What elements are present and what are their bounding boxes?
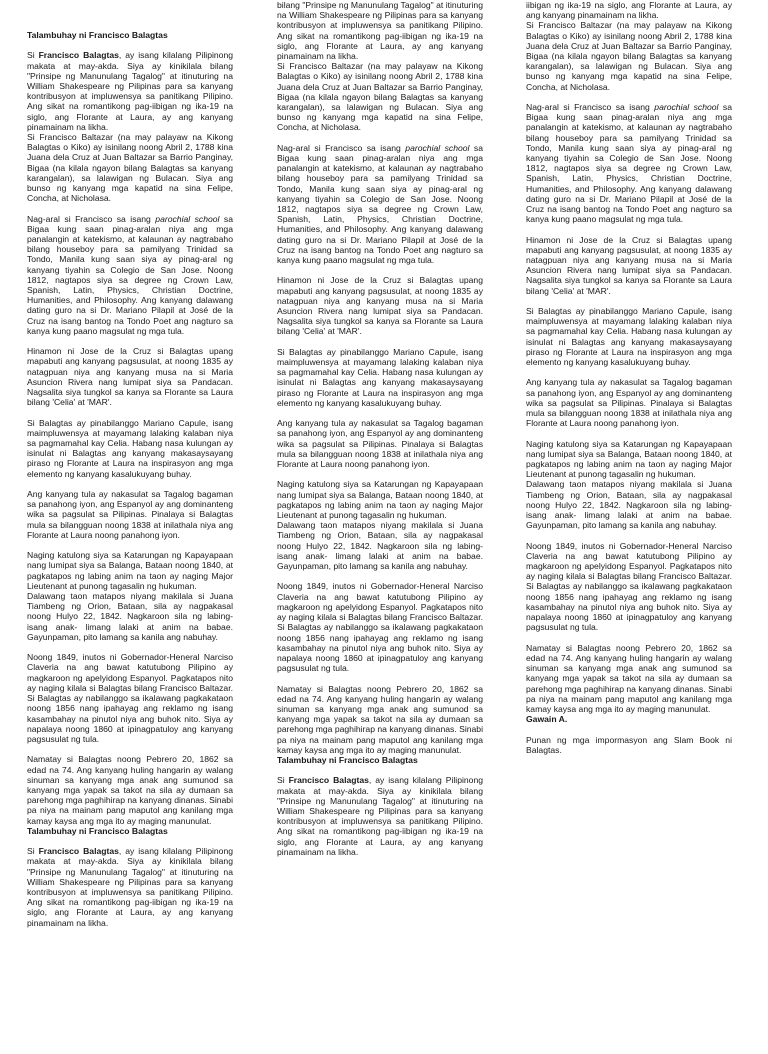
column-2-continuation [277, 0, 483, 61]
article-title: Talambuhay ni Francisco Balagtas [27, 30, 168, 40]
hinamon-paragraph: Hinamon ni Jose de la Cruz si Balagtas upang mapabuti ang kanyang pagsusulat, at noong 1835 ay natagpuan niya ang kanyang musa na si Maria Asuncion Rivera nang lumipat siya sa Pandacan. Nagsalita siya tungkol sa kanya sa Florante sa Laura bilang 'Celia' at 'MAR'. [526, 234, 732, 296]
gawain-instructions: Punan ng mga impormasyon ang Slam Book ni Balagtas. [526, 734, 732, 755]
birth-paragraph: Si Francisco Baltazar (na may palayaw na Kikong Balagtas o Kiko) ay isinilang noong Abril 2, 1788 kina Juana dela Cruz at Juan Baltazar sa Barrio Panginay, Bigaa (na kilala ngayon bilang Balagtas sa kanyang karangalan), sa lalawigan ng Bulacan. Siya ang bunso ng kanyang mga kapatid na sina Felipe, Concha, at Nicholasa. [277, 61, 483, 133]
article-title: Talambuhay ni Francisco Balagtas [27, 825, 168, 836]
tula-paragraph: Ang kanyang tula ay nakasulat sa Tagalog bagaman sa panahong iyon, ang Espanyol ay ang dominanteng wika sa pagsulat sa Pilipinas. Pinalaya si Balagtas mula sa bilangguan noong 1838 at inilathala niya ang Florante at Laura noong panahong iyon. [526, 377, 732, 429]
katulong-paragraph: Naging katulong siya sa Katarungan ng Kapayapaan nang lumipat siya sa Balanga, Bataan noong 1840, at pagkatapos ng labing anim na taon ay naging Major Lieutenant at punong tagasalin ng hukuman. [277, 479, 483, 521]
katulong-paragraph: Naging katulong siya sa Katarungan ng Kapayapaan nang lumipat siya sa Balanga, Bataan noong 1840, at pagkatapos ng labing anim na taon ay naging Major Lieutenant at punong tagasalin ng hukuman. [27, 550, 233, 591]
dalawang-paragraph: Dalawang taon matapos niyang makilala si Juana Tiambeng ng Orion, Bataan, sila ay nagpakasal noong Hulyo 22, 1842. Nagkaroon sila ng labing-isang anak- limang lalaki at anim na babae. Gayunpaman, pito lamang sa kanila ang nabuhay. [277, 520, 483, 572]
school-paragraph: Nag-aral si Francisco sa isang parochial school sa Bigaa kung saan pinag-aralan niya ang mga panalangin at katekismo, at kalaunan ay nagtrabaho bilang houseboy para sa pamilyang Trinidad sa Tondo, Manila kung saan siya ay pinag-aral ng kanyang tiyahin sa Colegio de San Jose. Noong 1812, nagtapos siya sa degree ng Crown Law, Spanish, Latin, Physics, Christian Doctrine, Humanities, and Philosophy. Ang kanyang dalawang dating guro na si Dr. Mariano Pilapil at José de la Cruz na isang bantog na Tondo Poet ang nagturo sa kanya kung paano magsulat ng mga tula. [277, 142, 483, 266]
intro-paragraph: Si Francisco Balagtas, ay isang kilalang Pilipinong makata at may-akda. Siya ay kinikilala bilang "Prinsipe ng Manunulang Tagalog" at itinuturing na William Shakespeare ng Pilipinas para sa kanyang kontribusyon at impluwensya sa panitikang Pilipino. Ang sikat na romantikong pag-iibigan ng ika-19 na siglo, ang Florante at Laura, ay ang kanyang pinamainam na likha. [27, 846, 233, 928]
birth-paragraph: Si Francisco Baltazar (na may palayaw na Kikong Balagtas o Kiko) ay isinilang noong Abril 2, 1788 kina Juana dela Cruz at Juan Baltazar sa Barrio Panginay, Bigaa (na kilala ngayon bilang Balagtas sa kanyang karangalan), sa lalawigan ng Bulacan. Siya ang bunso ng kanyang mga kapatid na sina Felipe, Concha, at Nicholasa. [27, 132, 233, 204]
school-paragraph: Nag-aral si Francisco sa isang parochial school sa Bigaa kung saan pinag-aralan niya ang mga panalangin at katekismo, at kalaunan ay nagtrabaho bilang houseboy para sa pamilyang Trinidad sa Tondo, Manila kung saan siya ay pinag-aral ng kanyang tiyahin sa Colegio de San Jose. Noong 1812, nagtapos siya sa degree ng Crown Law, Spanish, Latin, Physics, Christian Doctrine, Humanities, and Philosophy. Ang kanyang dalawang dating guro na si Dr. Mariano Pilapil at José de la Cruz na isang bantog na Tondo Poet ang nagturo sa kanya kung paano magsulat ng mga tula. [27, 213, 233, 336]
intro-continuation: bilang "Prinsipe ng Manunulang Tagalog" at itinuturing na William Shakespeare ng Pilipinas para sa kanyang kontribusyon at impluwensya sa panitikang Pilipino. Ang sikat na romantikong pag-iibigan ng ika-19 na siglo, ang Florante at Laura, ay ang kanyang pinamainam na likha. [277, 0, 483, 62]
column-3-continuation [526, 0, 732, 20]
hinamon-paragraph: Hinamon ni Jose de la Cruz si Balagtas upang mapabuti ang kanyang pagsusulat, at noong 1835 ay natagpuan niya ang kanyang musa na si Maria Asuncion Rivera nang lumipat siya sa Pandacan. Nagsalita siya tungkol sa kanya sa Florante sa Laura bilang 'Celia' at 'MAR'. [277, 275, 483, 337]
1849-paragraph: Noong 1849, inutos ni Gobernador-Heneral Narciso Claveria na ang bawat katutubong Pilipino ay magkaroon ng apelyidong Espanyol. Pagkatapos nito ay naging kilala si Balagtas bilang Francisco Baltazar. Si Balagtas ay nabilanggo sa ikalawang pagkakataon noong 1856 nang ipahayag ang reklamo ng isang kasambahay na pinutol niya ang buhok nito. Siya ay napalaya noong 1860 at ipinagpatuloy ang kanyang pagsusulat ng tula. [277, 581, 483, 674]
author-name: Francisco Balagtas [288, 775, 369, 786]
intro-paragraph: Si Francisco Balagtas, ay isang kilalang Pilipinong makata at may-akda. Siya ay kinikilala bilang "Prinsipe ng Manunulang Tagalog" at itinuturing na William Shakespeare ng Pilipinas para sa kanyang kontribusyon at impluwensya sa panitikang Pilipino. Ang sikat na romantikong pag-iibigan ng ika-19 na siglo, ang Florante at Laura, ay ang kanyang pinamainam na likha. [27, 50, 233, 132]
school-paragraph: Nag-aral si Francisco sa isang parochial school sa Bigaa kung saan pinag-aralan niya ang mga panalangin at katekismo, at kalaunan ay nagtrabaho bilang houseboy para sa pamilyang Trinidad sa Tondo, Manila kung saan siya ay pinag-aral ng kanyang tiyahin sa Colegio de San Jose. Noong 1812, nagtapos siya sa degree ng Crown Law, Spanish, Latin, Physics, Christian Doctrine, Humanities, and Philosophy. Ang kanyang dalawang dating guro na si Dr. Mariano Pilapil at José de la Cruz na isang bantog na Tondo Poet ang nagturo sa kanya kung paano magsulat ng mga tula. [526, 102, 732, 225]
capule-paragraph: Si Balagtas ay pinabilanggo Mariano Capule, isang maimpluwensya at mayamang lalaking kalaban niya sa pagmamahal kay Celia. Habang nasa kulungan ay isinulat ni Balagtas ang kanyang makasaysayang piraso ng Florante at Laura na inspirasyon ang mga elemento ng kanyang kasalukuyang buhay. [27, 417, 233, 479]
column-3 [526, 0, 732, 1054]
capule-paragraph: Si Balagtas ay pinabilanggo Mariano Capule, isang maimpluwensya at mayamang lalaking kalaban niya sa pagmamahal kay Celia. Habang nasa kulungan ay isinulat ni Balagtas ang kanyang makasaysayang piraso ng Florante at Laura na inspirasyon ang mga elemento ng kanyang kasalukuyang buhay. [526, 306, 732, 368]
namatay-paragraph: Namatay si Balagtas noong Pebrero 20, 1862 sa edad na 74. Ang kanyang huling hangarin ay walang sinuman sa kanyang mga anak ang sumunod sa kanyang mga yapak sa takot na sila ay dumaan sa parehong mga paghihirap na kanyang dinanas. Sinabi pa niya na mainam pang maputol ang kanilang mga kamay kaysa ang mga ito ay maging manunulat. [27, 754, 233, 826]
capule-paragraph: Si Balagtas ay pinabilanggo Mariano Capule, isang maimpluwensya at mayamang lalaking kalaban niya sa pagmamahal kay Celia. Habang nasa kulungan ay isinulat ni Balagtas ang kanyang makasaysayang piraso ng Florante at Laura na inspirasyon ang mga elemento ng kanyang kasalukuyang buhay. [277, 346, 483, 408]
column-1 [27, 0, 233, 1054]
tula-paragraph: Ang kanyang tula ay nakasulat sa Tagalog bagaman sa panahong iyon, ang Espanyol ay ang dominanteng wika sa pagsulat sa Pilipinas. Pinalaya si Balagtas mula sa bilangguan noong 1838 at inilathala niya ang Florante at Laura noong panahong iyon. [277, 418, 483, 470]
author-name: Francisco Balagtas [38, 50, 119, 61]
1849-paragraph: Noong 1849, inutos ni Gobernador-Heneral Narciso Claveria na ang bawat katutubong Pilipino ay magkaroon ng apelyidong Espanyol. Pagkatapos nito ay naging kilala si Balagtas bilang Francisco Baltazar. Si Balagtas ay nabilanggo sa ikalawang pagkakataon noong 1856 nang ipahayag ang reklamo ng isang kasambahay na pinutol niya ang buhok nito. Siya ay napalaya noong 1860 at ipinagpatuloy ang kanyang pagsusulat ng tula. [27, 652, 233, 744]
tula-paragraph: Ang kanyang tula ay nakasulat sa Tagalog bagaman sa panahong iyon, ang Espanyol ay ang dominanteng wika sa pagsulat sa Pilipinas. Pinalaya si Balagtas mula sa bilangguan noong 1838 at inilathala niya ang Florante at Laura noong panahong iyon. [27, 489, 233, 540]
column-2 [277, 0, 483, 1054]
dalawang-paragraph: Dalawang taon matapos niyang makilala si Juana Tiambeng ng Orion, Bataan, sila ay nagpakasal noong Hulyo 22, 1842. Nagkaroon sila ng labing-isang anak- limang lalaki at anim na babae. Gayunpaman, pito lamang sa kanila ang nabuhay. [27, 591, 233, 642]
namatay-paragraph: Namatay si Balagtas noong Pebrero 20, 1862 sa edad na 74. Ang kanyang huling hangarin ay walang sinuman sa kanyang mga anak ang sumunod sa kanyang mga yapak sa takot na sila ay dumaan sa parehong mga paghihirap na kanyang dinanas. Sinabi pa niya na mainam pang maputol ang kanilang mga kamay kaysa ang mga ito ay maging manunulat. [526, 642, 732, 714]
dalawang-paragraph: Dalawang taon matapos niyang makilala si Juana Tiambeng ng Orion, Bataan, sila ay nagpakasal noong Hulyo 22, 1842. Nagkaroon sila ng labing-isang anak- limang lalaki at anim na babae. Gayunpaman, pito lamang sa kanila ang nabuhay. [526, 479, 732, 531]
gawain-title: Gawain A. [526, 714, 568, 725]
author-name: Francisco Balagtas [38, 846, 119, 857]
intro-continuation: iibigan ng ika-19 na siglo, ang Florante at Laura, ay ang kanyang pinamainam na likha. [526, 0, 732, 21]
katulong-paragraph: Naging katulong siya sa Katarungan ng Kapayapaan nang lumipat siya sa Balanga, Bataan noong 1840, at pagkatapos ng labing anim na taon ay naging Major Lieutenant at punong tagasalin ng hukuman. [526, 438, 732, 480]
namatay-paragraph: Namatay si Balagtas noong Pebrero 20, 1862 sa edad na 74. Ang kanyang huling hangarin ay walang sinuman sa kanyang mga anak ang sumunod sa kanyang mga yapak sa takot na sila ay dumaan sa parehong mga paghihirap na kanyang dinanas. Sinabi pa niya na mainam pang maputol ang kanilang mga kamay kaysa ang mga ito ay maging manunulat. [277, 683, 483, 755]
article-title: Talambuhay ni Francisco Balagtas [277, 754, 418, 765]
birth-paragraph: Si Francisco Baltazar (na may palayaw na Kikong Balagtas o Kiko) ay isinilang noong Abril 2, 1788 kina Juana dela Cruz at Juan Baltazar sa Barrio Panginay, Bigaa (na kilala ngayon bilang Balagtas sa kanyang karangalan), sa lalawigan ng Bulacan. Siya ang bunso ng kanyang mga kapatid na sina Felipe, Concha, at Nicholasa. [526, 20, 732, 92]
intro-paragraph: Si Francisco Balagtas, ay isang kilalang Pilipinong makata at may-akda. Siya ay kinikilala bilang "Prinsipe ng Manunulang Tagalog" at itinuturing na William Shakespeare ng Pilipinas para sa kanyang kontribusyon at impluwensya sa panitikang Pilipino. Ang sikat na romantikong pag-iibigan ng ika-19 na siglo, ang Florante at Laura, ay ang kanyang pinamainam na likha. [277, 775, 483, 857]
hinamon-paragraph: Hinamon ni Jose de la Cruz si Balagtas upang mapabuti ang kanyang pagsusulat, at noong 1835 ay natagpuan niya ang kanyang musa na si Maria Asuncion Rivera nang lumipat siya sa Pandacan. Nagsalita siya tungkol sa kanya sa Florante sa Laura bilang 'Celia' at 'MAR'. [27, 346, 233, 408]
1849-paragraph: Noong 1849, inutos ni Gobernador-Heneral Narciso Claveria na ang bawat katutubong Pilipino ay magkaroon ng apelyidong Espanyol. Pagkatapos nito ay naging kilala si Balagtas bilang Francisco Baltazar. Si Balagtas ay nabilanggo sa ikalawang pagkakataon noong 1856 nang ipahayag ang reklamo ng isang kasambahay na pinutol niya ang buhok nito. Siya ay napalaya noong 1860 at ipinagpatuloy ang kanyang pagsusulat ng tula. [526, 540, 732, 633]
